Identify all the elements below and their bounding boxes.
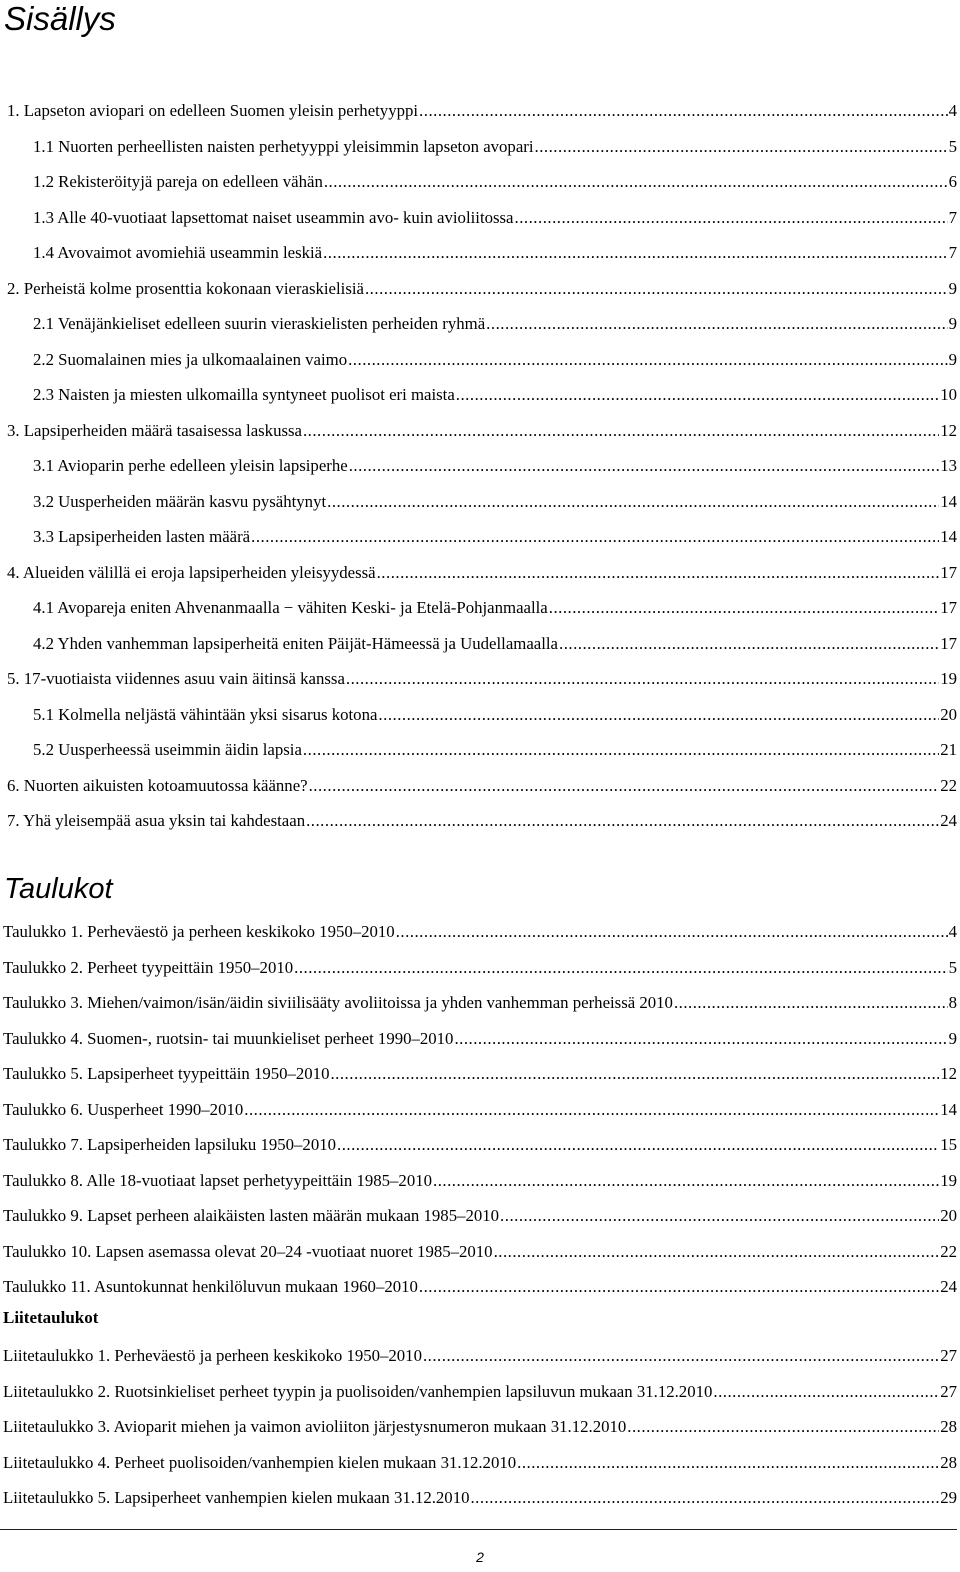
toc-entry-title: 4. Alueiden välillä ei eroja lapsiperheiden yleisyydessä — [7, 562, 376, 582]
toc-entry-page: 17 — [940, 562, 957, 582]
toc-entry-title: Liitetaulukko 1. Perheväestö ja perheen keskikoko 1950–2010 — [3, 1346, 422, 1365]
toc-entry-page: 19 — [940, 669, 957, 688]
dot-leader — [549, 590, 939, 626]
dot-leader — [327, 484, 939, 520]
toc-entry-title: Liitetaulukko 5. Lapsiperheet vanhempien kielen mukaan 31.12.2010 — [3, 1488, 470, 1507]
toc-entry-page: 27 — [940, 1381, 957, 1401]
dot-leader — [456, 377, 939, 413]
toc-entry-page: 6 — [948, 172, 957, 191]
toc-entry-page: 19 — [940, 1170, 957, 1190]
dot-leader — [713, 1374, 939, 1410]
toc-entry-page: 24 — [940, 811, 957, 830]
toc-entry-title: Taulukko 1. Perheväestö ja perheen keskikoko 1950–2010 — [3, 922, 395, 941]
dot-leader — [515, 200, 948, 236]
toc-entry-title: Taulukko 10. Lapsen asemassa olevat 20–24 -vuotiaat nuoret 1985–2010 — [3, 1241, 493, 1261]
toc-entry-page: 20 — [940, 1206, 957, 1225]
toc-entry-title: 3.1 Avioparin perhe edelleen yleisin lapsiperhe — [33, 456, 348, 475]
toc-entry[interactable] — [0, 129, 957, 165]
toc-entry-title: 1. Lapseton aviopari on edelleen Suomen yleisin perhetyyppi — [7, 101, 419, 120]
toc-entry-title: Taulukko 4. Suomen-, ruotsin- tai muunkieliset perheet 1990–2010 — [3, 1028, 454, 1048]
tables-list — [0, 914, 957, 1305]
toc-entry[interactable] — [0, 732, 957, 768]
dot-leader — [674, 985, 948, 1021]
toc-entry[interactable] — [0, 164, 957, 200]
toc-entry-title: 4.1 Avopareja eniten Ahvenanmaalla − vähiten Keski- ja Etelä-Pohjanmaalla — [33, 598, 548, 617]
toc-entry-page: 12 — [940, 420, 957, 440]
toc-entry-page: 5 — [948, 136, 957, 156]
toc-entry[interactable] — [0, 985, 957, 1021]
dot-leader — [349, 448, 940, 484]
toc-entry[interactable] — [0, 413, 957, 449]
toc-entry[interactable] — [0, 1234, 957, 1270]
toc-entry[interactable] — [0, 555, 957, 591]
toc-entry[interactable] — [0, 1338, 957, 1374]
toc-entry-page: 4 — [948, 922, 957, 941]
dot-leader — [454, 1021, 947, 1057]
toc-entry[interactable] — [0, 1056, 957, 1092]
toc-entry-title: Taulukko 11. Asuntokunnat henkilöluvun mukaan 1960–2010 — [3, 1277, 418, 1296]
dot-leader — [309, 768, 940, 804]
toc-entry[interactable] — [0, 271, 957, 307]
toc-entry[interactable] — [0, 590, 957, 626]
toc-entry[interactable] — [0, 484, 957, 520]
dot-leader — [251, 519, 939, 555]
dot-leader — [378, 697, 939, 733]
toc-entry[interactable] — [0, 1198, 957, 1234]
dot-leader — [535, 129, 948, 165]
toc-entry-title: 7. Yhä yleisempää asua yksin tai kahdestaan — [7, 811, 306, 830]
toc-entry-title: 1.2 Rekisteröityjä pareja on edelleen vähän — [33, 172, 323, 191]
toc-entry[interactable] — [0, 697, 957, 733]
toc-entry[interactable] — [0, 768, 957, 804]
toc-entry-page: 10 — [940, 385, 957, 404]
toc-entry-page: 22 — [940, 1241, 957, 1261]
toc-entry-page: 4 — [948, 101, 957, 120]
toc-entry[interactable] — [0, 448, 957, 484]
dot-leader — [330, 1056, 939, 1092]
toc-entry-page: 28 — [940, 1452, 957, 1472]
toc-entry-page: 7 — [948, 207, 957, 227]
toc-entry[interactable] — [0, 235, 957, 271]
toc-entry-page: 14 — [940, 1099, 957, 1119]
toc-entry-page: 13 — [940, 456, 957, 475]
toc-entry-title: 2.2 Suomalainen mies ja ulkomaalainen vaimo — [33, 349, 348, 369]
toc-entry[interactable] — [0, 93, 957, 129]
toc-entry-title: 2. Perheistä kolme prosenttia kokonaan vieraskielisiä — [7, 278, 364, 298]
dot-leader — [486, 306, 947, 342]
toc-entry-page: 29 — [940, 1488, 957, 1507]
toc-entry-page: 12 — [940, 1064, 957, 1083]
toc-entry-page: 9 — [948, 1028, 957, 1048]
toc-entry-page: 17 — [940, 598, 957, 617]
toc-entry-title: 3.2 Uusperheiden määrän kasvu pysähtynyt — [33, 491, 327, 511]
dot-leader — [303, 413, 939, 449]
toc-entry-title: Taulukko 9. Lapset perheen alaikäisten lasten määrän mukaan 1985–2010 — [3, 1206, 500, 1225]
toc-entry-page: 14 — [940, 527, 957, 546]
toc-entry[interactable] — [0, 1409, 957, 1445]
toc-entry-title: 2.3 Naisten ja miesten ulkomailla syntyneet puolisot eri maista — [33, 385, 455, 404]
dot-leader — [470, 1480, 939, 1516]
toc-entry-page: 15 — [940, 1135, 957, 1154]
toc-entry-title: 3.3 Lapsiperheiden lasten määrä — [33, 527, 251, 546]
toc-entry[interactable] — [0, 914, 957, 950]
toc-entry[interactable] — [0, 200, 957, 236]
toc-entry-page: 7 — [948, 243, 957, 262]
dot-leader — [337, 1127, 939, 1163]
dot-leader — [323, 235, 948, 271]
toc-entry-title: 1.4 Avovaimot avomiehiä useammin leskiä — [33, 243, 323, 262]
toc-entry-title: 5.2 Uusperheessä useimmin äidin lapsia — [33, 740, 302, 759]
toc-entry-title: Taulukko 7. Lapsiperheiden lapsiluku 1950–2010 — [3, 1135, 336, 1154]
toc-entry-title: 3. Lapsiperheiden määrä tasaisessa laskussa — [7, 420, 302, 440]
toc-entry-title: Taulukko 8. Alle 18-vuotiaat lapset perhetyypeittäin 1985–2010 — [3, 1170, 432, 1190]
dot-leader — [365, 271, 948, 307]
toc-entry-title: Taulukko 5. Lapsiperheet tyypeittäin 1950–2010 — [3, 1064, 330, 1083]
toc-entry-page: 20 — [940, 704, 957, 724]
toc-entry[interactable] — [0, 1374, 957, 1410]
dot-leader — [306, 803, 939, 839]
toc-entry-page: 17 — [940, 633, 957, 653]
appendix-tables-list — [0, 1338, 957, 1516]
dot-leader — [559, 626, 939, 662]
toc-entry[interactable] — [0, 342, 957, 378]
dot-leader — [500, 1198, 939, 1234]
dot-leader — [377, 555, 940, 591]
dot-leader — [627, 1409, 939, 1445]
toc-entry-title: Taulukko 6. Uusperheet 1990–2010 — [3, 1099, 244, 1119]
toc-entry-title: 5.1 Kolmella neljästä vähintään yksi sisarus kotona — [33, 704, 378, 724]
toc-entry-page: 21 — [940, 740, 957, 759]
toc-entry-page: 22 — [940, 775, 957, 795]
toc-entry-title: Liitetaulukko 3. Avioparit miehen ja vaimon avioliiton järjestysnumeron mukaan 31.12.2010 — [3, 1417, 627, 1436]
footer-divider — [0, 1529, 957, 1530]
toc-entry-title: 2.1 Venäjänkieliset edelleen suurin vieraskielisten perheiden ryhmä — [33, 314, 486, 333]
toc-entry-title: 1.1 Nuorten perheellisten naisten perhetyyppi yleisimmin lapseton avopari — [33, 136, 534, 156]
toc-entry[interactable] — [0, 1092, 957, 1128]
toc-entry-title: 4.2 Yhden vanhemman lapsiperheitä eniten Päijät-Hämeessä ja Uudellamaalla — [33, 633, 558, 653]
dot-leader — [433, 1163, 939, 1199]
dot-leader — [348, 342, 948, 378]
toc-entry[interactable] — [0, 661, 957, 697]
toc-entry-page: 9 — [948, 278, 957, 298]
toc-entry[interactable] — [0, 1269, 957, 1305]
toc-entry[interactable] — [0, 1163, 957, 1199]
toc-entry[interactable] — [0, 519, 957, 555]
toc-entry-page: 28 — [940, 1417, 957, 1436]
dot-leader — [244, 1092, 939, 1128]
toc-entry-page: 24 — [940, 1277, 957, 1296]
toc-entry[interactable] — [0, 377, 957, 413]
toc-entry-page: 8 — [948, 993, 957, 1012]
toc-entry-title: Liitetaulukko 4. Perheet puolisoiden/vanhempien kielen mukaan 31.12.2010 — [3, 1452, 517, 1472]
toc-entry-page: 27 — [940, 1346, 957, 1365]
toc-entry[interactable] — [0, 1480, 957, 1516]
dot-leader — [303, 732, 939, 768]
toc-entry-title: 5. 17-vuotiaista viidennes asuu vain äitinsä kanssa — [7, 669, 345, 688]
dot-leader — [419, 1269, 939, 1305]
toc-entry[interactable] — [0, 306, 957, 342]
toc-entry[interactable] — [0, 950, 957, 986]
toc-entry[interactable] — [0, 1445, 957, 1481]
toc-entry-title: Taulukko 3. Miehen/vaimon/isän/äidin siviilisääty avoliitoissa ja yhden vanhemman perheissä 2010 — [3, 993, 673, 1012]
toc-entry-page: 14 — [940, 491, 957, 511]
dot-leader — [423, 1338, 939, 1374]
appendix-tables-heading: Liitetaulukot — [3, 1308, 99, 1327]
contents-heading: Sisällys — [4, 0, 116, 37]
dot-leader — [396, 914, 948, 950]
toc-entry[interactable] — [0, 1021, 957, 1057]
tables-heading: Taulukot — [4, 873, 113, 905]
contents-list — [0, 93, 957, 839]
toc-entry[interactable] — [0, 1127, 957, 1163]
dot-leader — [419, 93, 948, 129]
toc-entry[interactable] — [0, 803, 957, 839]
dot-leader — [517, 1445, 939, 1481]
toc-entry-page: 9 — [948, 349, 957, 369]
dot-leader — [324, 164, 948, 200]
page-number: 2 — [476, 1549, 484, 1565]
toc-entry-title: Liitetaulukko 2. Ruotsinkieliset perheet tyypin ja puolisoiden/vanhempien lapsiluvun mukaan 31.12.2010 — [3, 1381, 713, 1401]
toc-entry-title: 6. Nuorten aikuisten kotoamuutossa käänne? — [7, 775, 308, 795]
toc-entry-page: 5 — [948, 957, 957, 977]
toc-entry[interactable] — [0, 626, 957, 662]
toc-entry-title: Taulukko 2. Perheet tyypeittäin 1950–2010 — [3, 957, 294, 977]
dot-leader — [346, 661, 939, 697]
toc-entry-title: 1.3 Alle 40-vuotiaat lapsettomat naiset useammin avo- kuin avioliitossa — [33, 207, 514, 227]
toc-entry-page: 9 — [948, 314, 957, 333]
dot-leader — [294, 950, 947, 986]
dot-leader — [494, 1234, 940, 1270]
